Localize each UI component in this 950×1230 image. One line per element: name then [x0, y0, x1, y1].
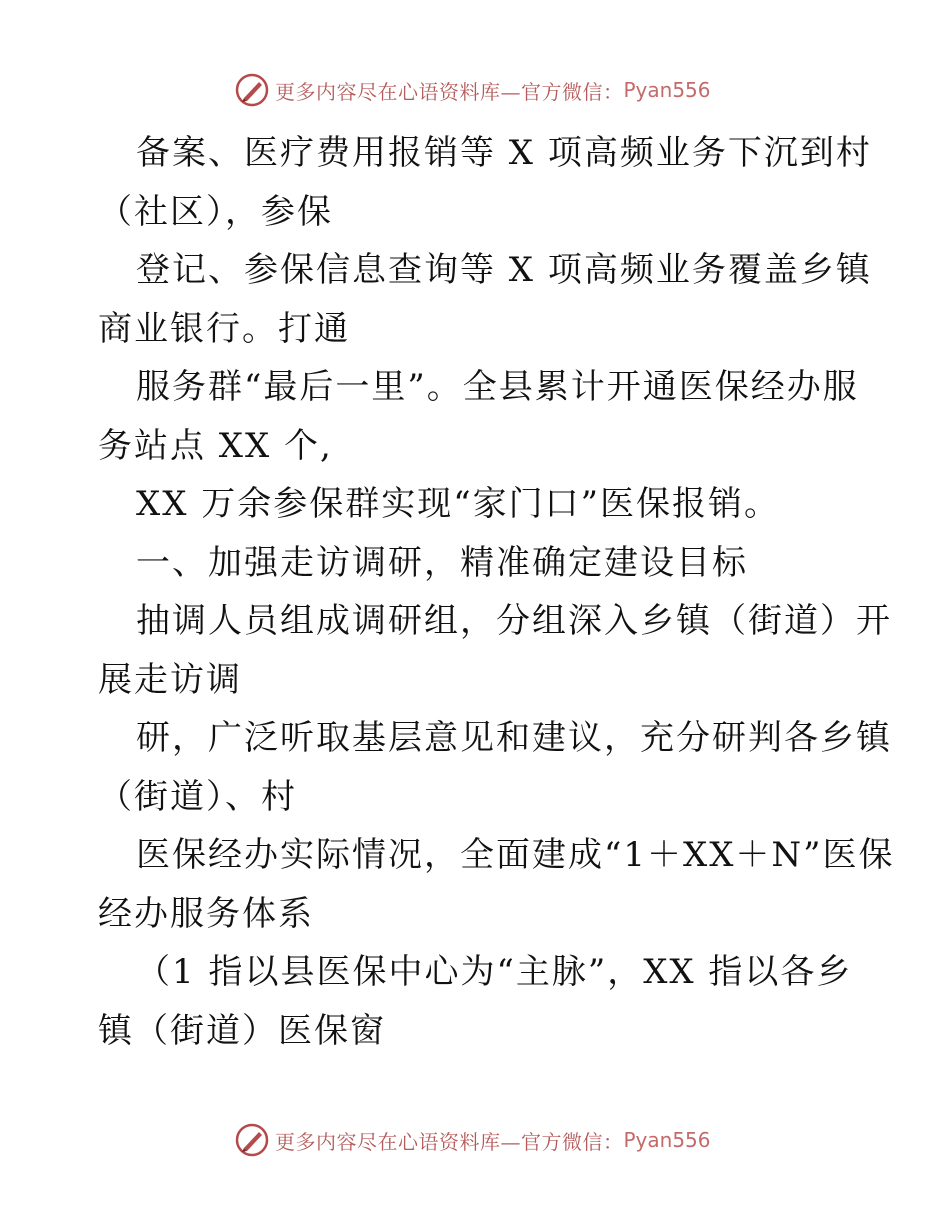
text-line: 医保经办实际情况，全面建成“1＋XX＋N”医保 — [136, 835, 895, 875]
text-line: 展走访调 — [98, 659, 242, 700]
document-body — [98, 124, 895, 1060]
text-line: 务站点 XX 个, — [98, 425, 333, 466]
text-line: 服务群“最后一里”。全县累计开通医保经办服 — [136, 367, 859, 407]
text-line: （街道）、村 — [98, 776, 297, 817]
pen-logo-icon — [235, 73, 269, 107]
watermark-wechat-id: Pyan556 — [623, 78, 711, 102]
pen-logo-icon — [235, 1123, 269, 1157]
footer-watermark — [235, 1123, 711, 1157]
text-line: 抽调人员组成调研组，分组深入乡镇（街道）开 — [136, 601, 892, 641]
text-line: 登记、参保信息查询等 X 项高频业务覆盖乡镇 — [136, 250, 872, 290]
watermark-text: 更多内容尽在心语资料库—官方微信： — [275, 1129, 624, 1154]
watermark-text: 更多内容尽在心语资料库—官方微信： — [275, 79, 624, 104]
header-watermark — [235, 73, 711, 107]
text-line: XX 万余参保群实现“家门口”医保报销。 — [136, 484, 780, 524]
watermark-wechat-id: Pyan556 — [623, 1128, 711, 1152]
text-line: 研，广泛听取基层意见和建议，充分研判各乡镇 — [136, 718, 892, 758]
text-line: （社区），参保 — [98, 191, 333, 232]
text-line: 经办服务体系 — [98, 893, 314, 934]
text-line: 商业银行。打通 — [98, 308, 350, 349]
text-line: （1 指以县医保中心为“主脉”，XX 指以各乡 — [136, 952, 853, 992]
text-line: 备案、医疗费用报销等 X 项高频业务下沉到村 — [136, 133, 872, 173]
text-line: 镇（街道）医保窗 — [98, 1010, 386, 1051]
text-line: 一、加强走访调研，精准确定建设目标 — [136, 542, 748, 583]
